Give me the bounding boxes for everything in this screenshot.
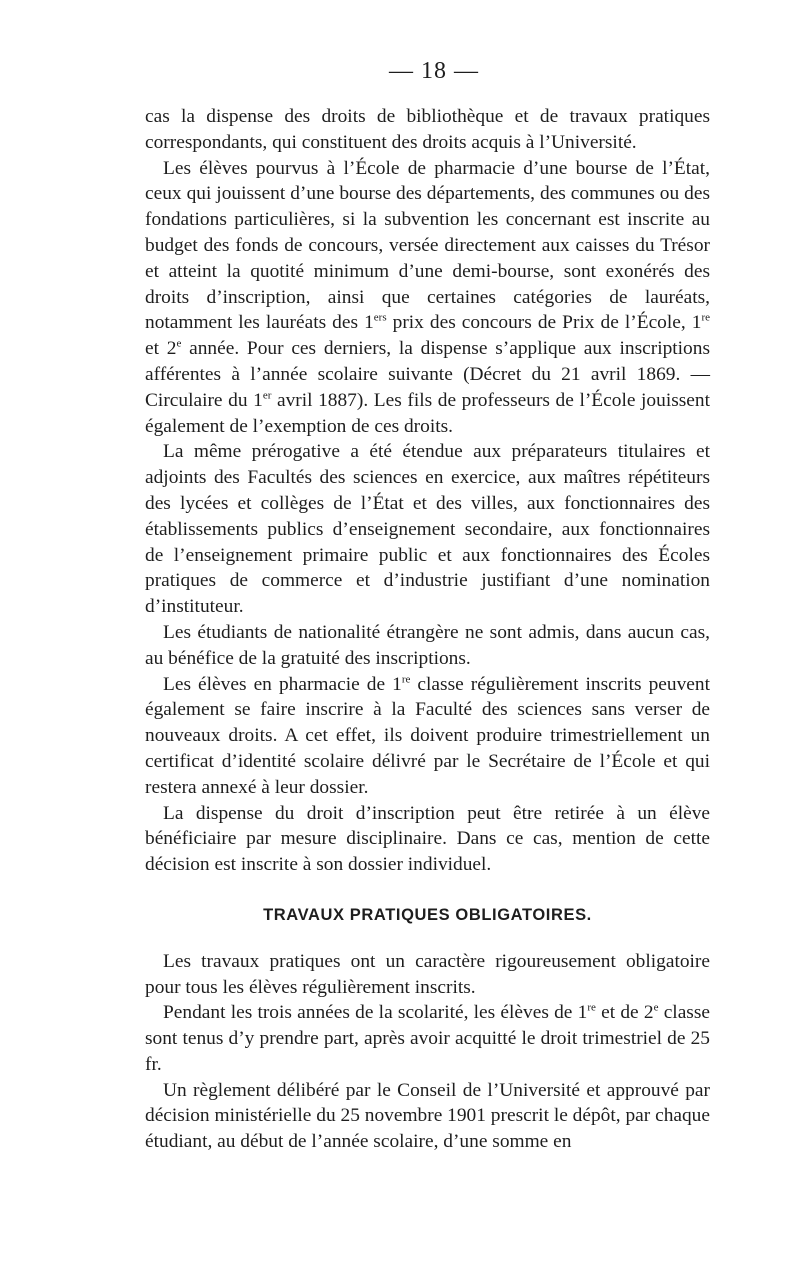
paragraph: cas la dispense des droits de bibliothèque et de travaux pratiques correspondants, qui constituent des droits acquis à l’Université. bbox=[145, 106, 710, 153]
superscript: er bbox=[262, 389, 272, 402]
text-run: classe régulièrement inscrits peuvent également se faire inscrire à la Faculté des sciences sans verser de nouveaux droits. A cet effet, ils doivent produire trimestriellement un certificat d’identité scolaire délivré par le Secrétaire de l’École et qui restera annexé à leur dossier. bbox=[145, 673, 710, 798]
text-run: et 2 bbox=[145, 338, 177, 360]
text-run: et de 2 bbox=[595, 1002, 654, 1024]
paragraph bbox=[145, 156, 710, 440]
text-run: prix des concours de Prix de l’École, 1 bbox=[386, 312, 702, 334]
text-run: classe sont tenus d’y prendre part, après avoir acquitté le droit trimestriel de 25 fr. bbox=[145, 1002, 710, 1075]
superscript: e bbox=[176, 337, 182, 350]
page-number: — 18 — bbox=[389, 58, 479, 84]
superscript: re bbox=[587, 1001, 596, 1014]
paragraph: La dispense du droit d’inscription peut être retirée à un élève bénéficiaire par mesure disciplinaire. Dans ce cas, mention de cette décision est inscrite à son dossier individuel. bbox=[145, 802, 710, 876]
section-heading: TRAVAUX PRATIQUES OBLIGATOIRES. bbox=[263, 905, 592, 924]
paragraph: Un règlement délibéré par le Conseil de l’Université et approuvé par décision ministérielle du 25 novembre 1901 prescrit le dépôt, par chaque étudiant, au début de l’année scolaire, d’une somme en bbox=[145, 1079, 710, 1153]
paragraph bbox=[145, 672, 710, 801]
superscript: e bbox=[653, 1001, 659, 1014]
paragraph: Les étudiants de nationalité étrangère ne sont admis, dans aucun cas, au bénéfice de la gratuité des inscriptions. bbox=[145, 621, 710, 669]
text-run: avril 1887). Les fils de professeurs de l’École jouissent également de l’exemption de ces droits. bbox=[145, 389, 710, 437]
text-run: Pendant les trois années de la scolarité, les élèves de 1 bbox=[163, 1002, 588, 1024]
superscript: re bbox=[401, 673, 411, 686]
superscript: ers bbox=[373, 311, 387, 324]
text-run: Les élèves pourvus à l’École de pharmacie d’une bourse de l’État, ceux qui jouissent d’une bourse des départements, des communes ou des fondations particulières, si la subvention les concernant est inscrite au budget des fonds de concours, versée directement aux caisses du Trésor et atteint la quotité minimum d’une demi-bourse, sont exonérés des droits d’inscription, ainsi que certaines catégories de lauréats, notamment les lauréats des 1 bbox=[145, 157, 710, 334]
paragraph: La même prérogative a été étendue aux préparateurs titulaires et adjoints des Facultés des sciences en exercice, aux maîtres répétiteurs des lycées et collèges de l’État et des villes, aux fonctionnaires des établissements publics d’enseignement secondaire, aux fonctionnaires de l’enseignement primaire public et aux fonctionnaires des Écoles pratiques de commerce et d’industrie justifiant d’une nomination d’instituteur. bbox=[145, 441, 710, 618]
superscript: re bbox=[701, 311, 710, 324]
body-text bbox=[145, 104, 710, 1155]
text-run: année. Pour ces derniers, la dispense s’applique aux inscriptions afférentes à l’année scolaire suivante (Décret du 21 avril 1869. — Circulaire du 1 bbox=[145, 338, 710, 411]
paragraph bbox=[145, 1000, 710, 1077]
text-run: Les élèves en pharmacie de 1 bbox=[163, 673, 402, 695]
paragraph: Les travaux pratiques ont un caractère rigoureusement obligatoire pour tous les élèves régulièrement inscrits. bbox=[145, 950, 710, 998]
